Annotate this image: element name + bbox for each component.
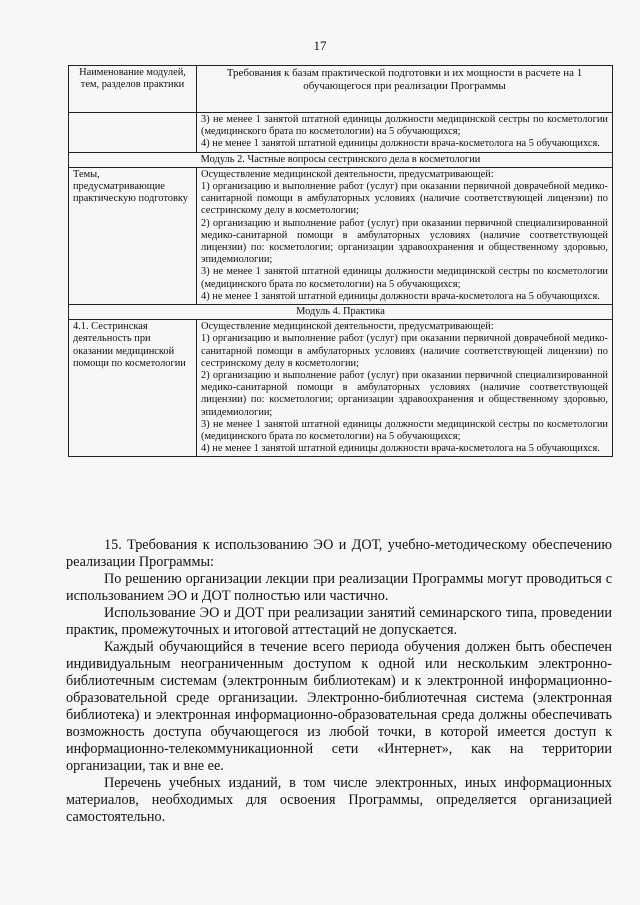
list-item: 3) не менее 1 занятой штатной единицы должности медицинской сестры по косметологии (медицинского брата по косметологии) на 5 обучающихся; <box>201 418 608 443</box>
continuation-row <box>69 113 613 153</box>
module-4-topic <box>69 320 197 457</box>
body-text <box>66 537 612 826</box>
paragraph-publications: Перечень учебных изданий, в том числе электронных, иных информационных материалов, необходимых для освоения Программы, определяется организацией самостоятельно. <box>66 775 612 825</box>
list-item: 3) не менее 1 занятой штатной единицы должности медицинской сестры по косметологии (медицинского брата по косметологии) на 5 обучающихся; <box>201 114 608 138</box>
list-item: Осуществление медицинской деятельности, предусматривающей: <box>201 168 494 180</box>
header-col-requirements: Требования к базам практической подготовки и их мощности в расчете на 1 обучающегося при реализации Программы <box>197 66 613 113</box>
module-4-requirements <box>197 320 613 457</box>
requirements-table <box>68 65 613 457</box>
list-item: 4) не менее 1 занятой штатной единицы должности врача-косметолога на 5 обучающихся. <box>201 443 600 455</box>
module-2-topic <box>69 167 197 304</box>
list-item: 4) не менее 1 занятой штатной единицы должности врача-косметолога на 5 обучающихся. <box>201 138 600 150</box>
module-4-row <box>69 320 613 457</box>
list-item: 4) не менее 1 занятой штатной единицы должности врача-косметолога на 5 обучающихся. <box>201 290 600 302</box>
module-4-title: Модуль 4. Практика <box>69 305 613 320</box>
paragraph-access: Каждый обучающийся в течение всего периода обучения должен быть обеспечен индивидуальным неограниченным доступом к одной или нескольким электронно-библиотечным системам (электронным библиотекам) и к электронной информационно-образовательной среде организации. Электронно-библиотечная система (электронная библиотека) и электронная информационно-образовательная среда должны обеспечивать возможность доступа обучающегося из любой точки, в которой имеется доступ к информационно-телекоммуникационной сети «Интернет», как на территории организации, так и вне ее. <box>66 639 612 774</box>
paragraph-seminars: Использование ЭО и ДОТ при реализации занятий семинарского типа, проведении практик, промежуточных и итоговой аттестаций не допускается. <box>66 605 612 638</box>
paragraph-lectures: По решению организации лекции при реализации Программы могут проводиться с использованием ЭО и ДОТ полностью или частично. <box>66 571 612 604</box>
list-item: 1) организацию и выполнение работ (услуг) при оказании первичной доврачебной медико-санитарной помощи в амбулаторных условиях (наличие соответствующей лицензии) по сестринскому делу в косметологии; <box>201 181 608 217</box>
list-item: 2) организацию и выполнение работ (услуг) при оказании первичной специализированной медико-санитарной помощи в амбулаторных условиях (наличие соответствующей лицензии) по: косметологии; организации здравоохранения и общественному здоровью, эпидемиологии; <box>201 217 608 266</box>
module-2-title-row <box>69 152 613 167</box>
module-4-title-row <box>69 305 613 320</box>
paragraph-section-15: 15. Требования к использованию ЭО и ДОТ, учебно-методическому обеспечению реализации Программы: <box>66 537 612 570</box>
list-item: Осуществление медицинской деятельности, предусматривающей: <box>201 321 494 333</box>
continuation-left-cell <box>69 113 197 153</box>
module-2-topic-text: Темы, предусматривающие практическую подготовку <box>73 168 188 205</box>
header-col-modules: Наименование модулей, тем, разделов практики <box>69 66 197 113</box>
page-number: 17 <box>313 38 327 53</box>
list-item: 2) организацию и выполнение работ (услуг) при оказании первичной специализированной медико-санитарной помощи в амбулаторных условиях (наличие соответствующей лицензии) по: косметологии; организации здравоохранения и общественному здоровью, эпидемиологии; <box>201 370 608 418</box>
module-2-row <box>69 167 613 304</box>
table-header-row <box>69 66 613 113</box>
continuation-cell <box>197 113 613 153</box>
list-item: 3) не менее 1 занятой штатной единицы должности медицинской сестры по косметологии (медицинского брата по косметологии) на 5 обучающихся; <box>201 266 608 290</box>
list-item: 1) организацию и выполнение работ (услуг) при оказании первичной доврачебной медико-санитарной помощи в амбулаторных условиях (наличие соответствующей лицензии) по сестринскому делу в косметологии; <box>201 333 608 369</box>
module-2-title: Модуль 2. Частные вопросы сестринского дела в косметологии <box>69 152 613 167</box>
module-2-requirements <box>197 167 613 304</box>
module-4-topic-text: 4.1. Сестринская деятельность при оказании медицинской помощи по косметологии <box>73 321 186 369</box>
